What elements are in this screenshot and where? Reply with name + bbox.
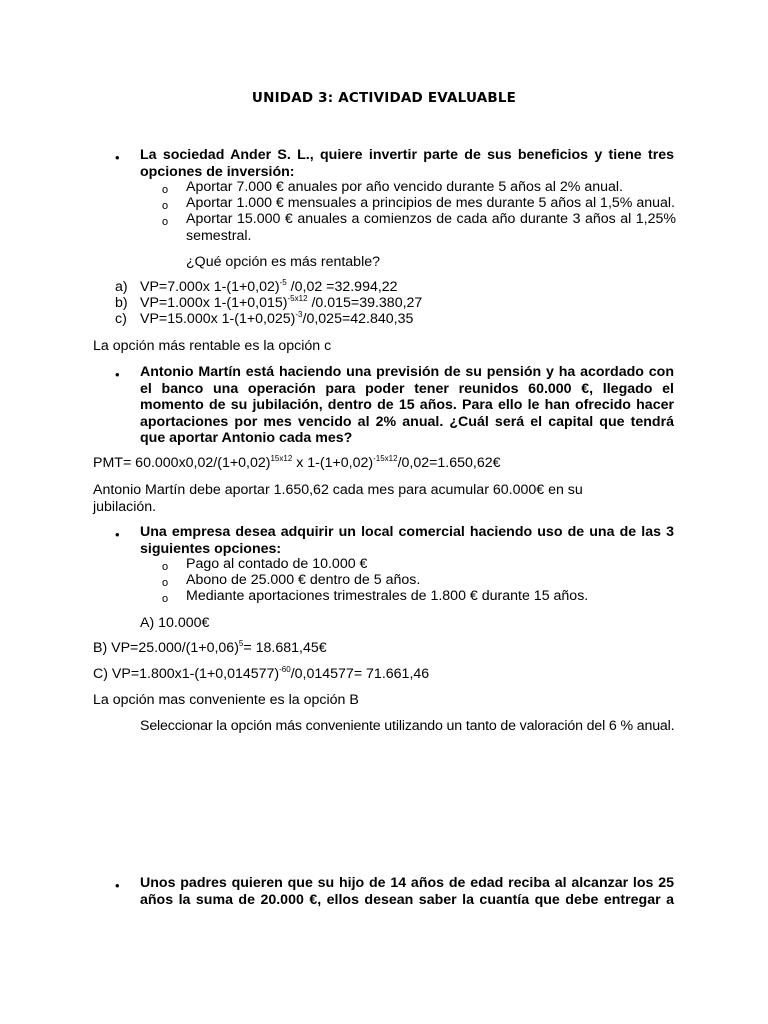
q3-answer-b: B) $VP=25.000/(1+0,06)^5=$ 18.681,45€ (93, 639, 327, 656)
sub-bullet-icon: o (162, 184, 169, 196)
sub-bullet-icon: o (162, 593, 169, 605)
q1-question: ¿Qué opción es más rentable? (186, 254, 381, 270)
q3-option-3: Mediante aportaciones trimestrales de 1.800 € durante 15 años. (186, 588, 589, 604)
bullet-icon: • (115, 367, 120, 382)
answer-letter: b) (115, 295, 128, 311)
question-2-text: Antonio Martín está haciendo una previsión de su pensión y ha acordado con el banco una operación para poder tener reunidos 60.000 €, llegado el momento de su jubilación, dentro de 15 años. Para ello le han ofrecido hacer aportaciones por mes vencido al 2% anual. ¿Cuál será el capital que tendrá que aportar Antonio cada mes? (140, 364, 674, 446)
q3-answer-a: A) 10.000€ (140, 615, 210, 631)
q2-formula: $PMT= 60.000x0,02/(1+0,02)^{15x12}$ x $1-(1+0,02)^{-15x12}/0,02=1.650,62€$ (93, 454, 501, 471)
q1-option-1: Aportar 7.000 € anuales por año vencido durante 5 años al 2% anual. (186, 179, 623, 195)
sub-bullet-icon: o (162, 216, 169, 228)
question-1-text: La sociedad Ander S. L., quiere invertir parte de sus beneficios y tiene tres opciones de inversión: (140, 147, 674, 180)
answer-letter: a) (115, 279, 128, 295)
q3-answer-c: C) $VP=1.800x1-(1+0,014577)^{-60}/0,014577= 71.661,46$ (93, 665, 430, 682)
answer-letter: c) (115, 311, 127, 327)
q2-conclusion: Antonio Martín debe aportar 1.650,62 cada mes para acumular 60.000€ en su jubilación. (93, 482, 583, 515)
q3-note: Seleccionar la opción más conveniente utilizando un tanto de valoración del 6 % anual. (140, 718, 675, 734)
q3-option-1: Pago al contado de 10.000 € (186, 556, 368, 572)
bullet-icon: • (115, 878, 120, 893)
q1-answer-b: VP=1.000x $1-(1+0,015)^{-5x12}$ /0.015=39.380,27 (140, 294, 423, 311)
q1-answer-a: VP=7.000x $1-(1+0,02)^{-5}$ /0,02 =32.994,22 (140, 278, 398, 295)
question-3-text: Una empresa desea adquirir un local comercial haciendo uso de una de las 3 siguientes opciones: (140, 524, 674, 557)
sub-bullet-icon: o (162, 200, 169, 212)
q1-option-2: Aportar 1.000 € mensuales a principios de mes durante 5 años al 1,5% anual. (186, 195, 675, 211)
page-title: UNIDAD 3: ACTIVIDAD EVALUABLE (251, 90, 517, 106)
q1-answer-c: VP=15.000x $1-(1+0,025)^{-3}/0,025=42.840,35$ (140, 310, 414, 327)
q3-conclusion: La opción mas conveniente es la opción B (93, 692, 359, 708)
bullet-icon: • (115, 527, 120, 542)
question-4-text: Unos padres quieren que su hijo de 14 años de edad reciba al alcanzar los 25 años la suma de 20.000 €, ellos desean saber la cuantía que debe entregar a (140, 875, 674, 908)
bullet-icon: • (115, 150, 120, 165)
sub-bullet-icon: o (162, 561, 169, 573)
sub-bullet-icon: o (162, 577, 169, 589)
q1-conclusion: La opción más rentable es la opción c (93, 338, 332, 354)
q3-option-2: Abono de 25.000 € dentro de 5 años. (186, 572, 421, 588)
q1-option-3: Aportar 15.000 € anuales a comienzos de cada año durante 3 años al 1,25% semestral. (186, 211, 676, 244)
